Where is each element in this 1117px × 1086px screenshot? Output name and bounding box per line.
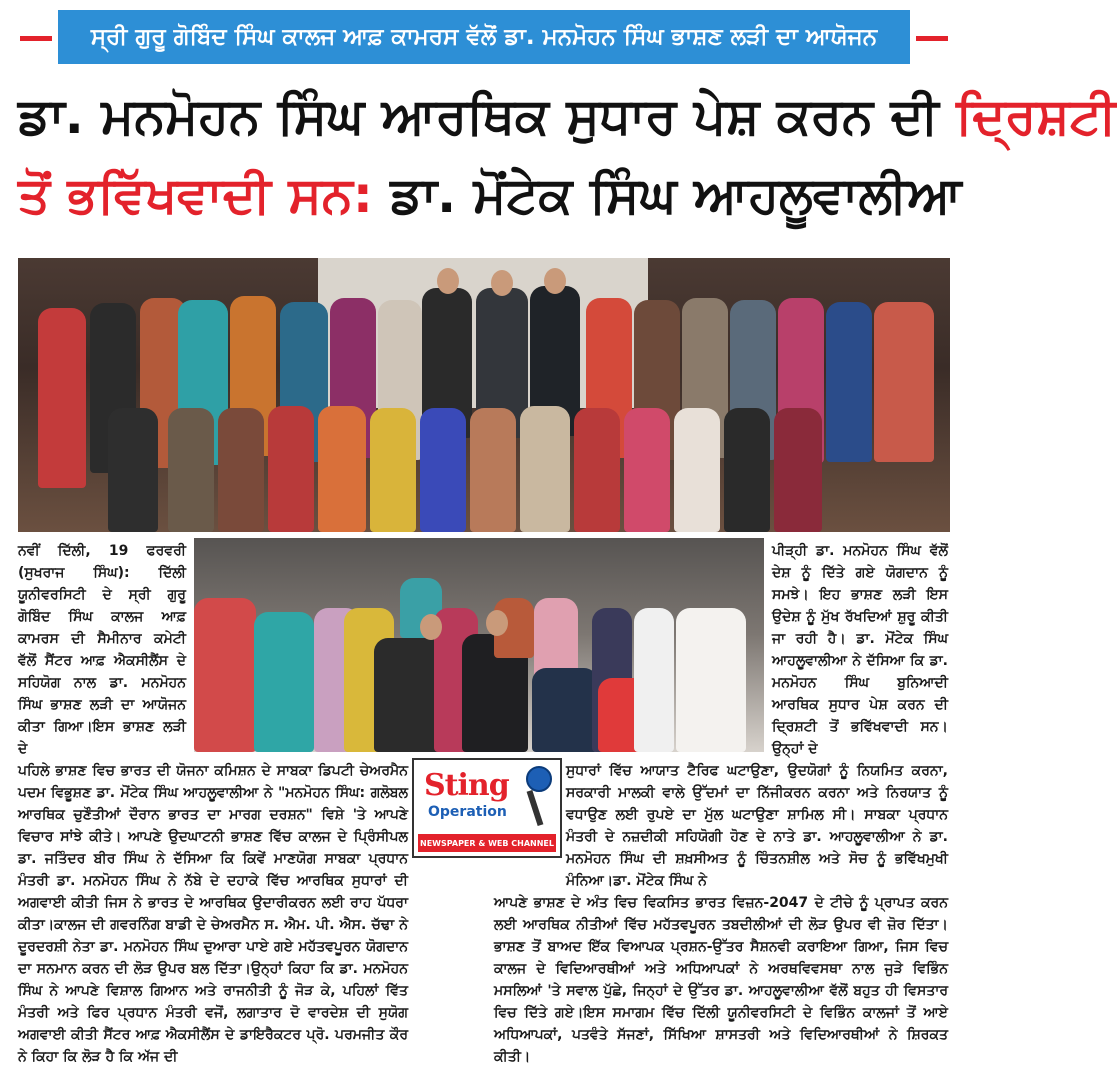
headline-1-black: ਡਾ. ਮਨਮੋਹਨ ਸਿੰਘ ਆਰਥਿਕ ਸੁਧਾਰ ਪੇਸ਼ ਕਰਨ ਦੀ (18, 87, 957, 145)
photo-person (574, 408, 620, 532)
photo-head (491, 270, 513, 296)
photo-person (318, 406, 366, 532)
photo-person (676, 608, 746, 752)
photo-head (544, 268, 566, 294)
photo-person (168, 408, 214, 532)
photo-person (774, 408, 822, 532)
photo-person (370, 408, 416, 532)
headline-1-red: ਦ੍ਰਿਸ਼ਟੀ (956, 87, 1117, 145)
photo-person (874, 302, 934, 462)
photo-person (218, 408, 264, 532)
photo-person (420, 408, 466, 532)
event-photo (194, 538, 764, 752)
article-column-1: ਨਵੀਂ ਦਿੱਲੀ, 19 ਫਰਵਰੀ (ਸੁਖਰਾਜ ਸਿੰਘ): ਦਿੱਲੀ ਯੂਨੀਵਰਸਿਟੀ ਦੇ ਸ੍ਰੀ ਗੁਰੂ ਗੋਬਿੰਦ ਸਿੰਘ ਕਾਲਜ ਆਫ਼ ਕਾਮਰਸ ਦੀ ਸੈਮੀਨਾਰ ਕਮੇਟੀ ਵੱਲੋਂ ਸੈਂਟਰ ਆਫ਼ ਐਕਸੀਲੈਂਸ ਦੇ ਸਹਿਯੋਗ ਨਾਲ ਡਾ. ਮਨਮੋਹਨ ਸਿੰਘ ਭਾਸ਼ਣ ਲੜੀ ਦਾ ਆਯੋਜਨ ਕੀਤਾ ਗਿਆ।ਇਸ ਭਾਸ਼ਣ ਲੜੀ ਦੇ (18, 543, 186, 757)
article-column-5: ਆਪਣੇ ਭਾਸ਼ਣ ਦੇ ਅੰਤ ਵਿਚ ਵਿਕਸਿਤ ਭਾਰਤ ਵਿਜ਼ਨ-2047 ਦੇ ਟੀਚੇ ਨੂੰ ਪ੍ਰਾਪਤ ਕਰਨ ਲਈ ਆਰਥਿਕ ਨੀਤੀਆਂ ਵਿੱਚ ਮਹੱਤਵਪੂਰਨ ਤਬਦੀਲੀਆਂ ਦੀ ਲੋੜ ਉਪਰ ਵੀ ਜ਼ੋਰ ਦਿੱਤਾ।ਭਾਸ਼ਣ ਤੋਂ ਬਾਅਦ ਇੱਕ ਵਿਆਪਕ ਪ੍ਰਸ਼ਨ-ਉੱਤਰ ਸੈਸ਼ਨਵੀ ਕਰਾਇਆ ਗਿਆ, ਜਿਸ ਵਿਚ ਕਾਲਜ ਦੇ ਵਿਦਿਆਰਥੀਆਂ ਅਤੇ ਅਧਿਆਪਕਾਂ ਨੇ ਅਰਥਵਿਵਸਥਾ ਨਾਲ ਜੁੜੇ ਵਿਭਿੰਨ ਮਸਲਿਆਂ 'ਤੇ ਸਵਾਲ ਪੁੱਛੇ, ਜਿਨ੍ਹਾਂ ਦੇ ਉੱਤਰ ਡਾ. ਆਹਲੂਵਾਲੀਆ ਵੱਲੋਂ ਬਹੁਤ ਹੀ ਵਿਸਤਾਰ ਵਿਚ ਦਿੱਤੇ ਗਏ।ਇਸ ਸਮਾਗਮ ਵਿੱਚ ਦਿੱਲੀ ਯੂਨੀਵਰਸਿਟੀ ਦੇ ਵਿਭਿੰਨ ਕਾਲਜਾਂ ਤੋਂ ਆਏ ਅਧਿਆਪਕਾਂ, ਪਤਵੰਤੇ ਸੱਜਣਾਂ, ਸਿੱਖਿਆ ਸ਼ਾਸਤਰੀ ਅਤੇ ਵਿਦਿਆਰਥੀਆਂ ਨੇ ਸ਼ਿਰਕਤ ਕੀਤੀ। (494, 895, 948, 1065)
photo-person (194, 598, 256, 752)
photo-head (420, 614, 442, 640)
photo-person (108, 408, 158, 532)
article-column-3: ਪਹਿਲੇ ਭਾਸ਼ਣ ਵਿਚ ਭਾਰਤ ਦੀ ਯੋਜਨਾ ਕਮਿਸ਼ਨ ਦੇ ਸਾਬਕਾ ਡਿਪਟੀ ਚੇਅਰਮੈਨ ਪਦਮ ਵਿਭੂਸ਼ਣ ਡਾ. ਮੋਂਟੇਕ ਸਿੰਘ ਆਹਲੂਵਾਲੀਆ ਨੇ "ਮਨਮੋਹਨ ਸਿੰਘ: ਗਲੋਬਲ ਆਰਥਿਕ ਚੁਣੌਤੀਆਂ ਦੌਰਾਨ ਭਾਰਤ ਦਾ ਮਾਰਗ ਦਰਸ਼ਨ" ਵਿਸ਼ੇ 'ਤੇ ਆਪਣੇ ਵਿਚਾਰ ਸਾਂਝੇ ਕੀਤੇ। ਆਪਣੇ ਉਦਘਾਟਨੀ ਭਾਸ਼ਣ ਵਿੱਚ ਕਾਲਜ ਦੇ ਪ੍ਰਿੰਸੀਪਲ ਡਾ. ਜਤਿੰਦਰ ਬੀਰ ਸਿੰਘ ਨੇ ਦੱਸਿਆ ਕਿ ਕਿਵੇਂ ਮਾਣਯੋਗ ਸਾਬਕਾ ਪ੍ਰਧਾਨ ਮੰਤਰੀ ਡਾ. ਮਨਮੋਹਨ ਸਿੰਘ ਨੇ ਨੱਬੇ ਦੇ ਦਹਾਕੇ ਵਿੱਚ ਆਰਥਿਕ ਸੁਧਾਰਾਂ ਦੀ ਅਗਵਾਈ ਕੀਤੀ ਜਿਸ ਨੇ ਭਾਰਤ ਦੇ ਆਰਥਿਕ ਉਦਾਰੀਕਰਨ ਲਈ ਰਾਹ ਪੱਧਰਾ ਕੀਤਾ।ਕਾਲਜ ਦੀ ਗਵਰਨਿੰਗ ਬਾਡੀ ਦੇ ਚੇਅਰਮੈਨ ਸ. ਐਮ. ਪੀ. ਐਸ. ਚੱਢਾ ਨੇ ਦੂਰਦਰਸ਼ੀ ਨੇਤਾ ਡਾ. ਮਨਮੋਹਨ ਸਿੰਘ ਦੁਆਰਾ ਪਾਏ ਗਏ ਮਹੱਤਵਪੂਰਨ ਯੋਗਦਾਨ ਦਾ ਸਨਮਾਨ ਕਰਨ ਦੀ ਲੋੜ ਉਪਰ ਬਲ ਦਿੱਤਾ।ਉਨ੍ਹਾਂ ਕਿਹਾ ਕਿ ਡਾ. ਮਨਮੋਹਨ ਸਿੰਘ ਨੇ ਆਪਣੇ ਵਿਸ਼ਾਲ ਗਿਆਨ ਅਤੇ ਰਾਜਨੀਤੀ ਨੂੰ ਜੋੜ ਕੇ, ਪਹਿਲਾਂ ਵਿੱਤ ਮੰਤਰੀ ਅਤੇ ਫਿਰ ਪ੍ਰਧਾਨ ਮੰਤਰੀ ਵਜੋਂ, ਲਗਾਤਾਰ ਦੋ ਵਾਰਦੇਸ਼ ਦੀ ਸੁਯੋਗ ਅਗਵਾਈ ਕੀਤੀ ਸੈਂਟਰ ਆਫ਼ ਐਕਸੀਲੈਂਸ ਦੇ ਡਾਇਰੈਕਟਰ ਪ੍ਰੋ. ਪਰਮਜੀਤ ਕੌਰ ਨੇ ਕਿਹਾ ਕਿ ਲੋੜ ਹੈ ਕਿ ਅੱਜ ਦੀ (18, 763, 408, 1065)
logo-band: NEWSPAPER & WEB CHANNEL (418, 834, 556, 852)
kicker-rule-right (916, 36, 948, 41)
headline-2-black: ਡਾ. ਮੋਂਟੇਕ ਸਿੰਘ ਆਹਲੂਵਾਲੀਆ (372, 166, 962, 224)
headline-2-red: ਤੋਂ ਭਵਿੱਖਵਾਦੀ ਸਨ: (18, 166, 373, 224)
photo-person (268, 406, 314, 532)
logo-sub: Operation (428, 804, 507, 820)
headline-line-1 (18, 86, 1117, 146)
photo-person (624, 408, 670, 532)
kicker-rule-left (20, 36, 52, 41)
sting-operation-logo (412, 758, 562, 858)
photo-head (437, 268, 459, 294)
article-column-4: ਸੁਧਾਰਾਂ ਵਿੱਚ ਆਯਾਤ ਟੈਰਿਫ ਘਟਾਉਣਾ, ਉਦਯੋਗਾਂ ਨੂੰ ਨਿਯਮਿਤ ਕਰਨਾ, ਸਰਕਾਰੀ ਮਾਲਕੀ ਵਾਲੇ ਉੱਦਮਾਂ ਦਾ ਨਿੱਜੀਕਰਨ ਕਰਨਾ ਅਤੇ ਨਿਰਯਾਤ ਨੂੰ ਵਧਾਉਣ ਲਈ ਰੁਪਏ ਦਾ ਮੁੱਲ ਘਟਾਉਣਾ ਸ਼ਾਮਿਲ ਸੀ। ਸਾਬਕਾ ਪ੍ਰਧਾਨ ਮੰਤਰੀ ਦੇ ਨਜ਼ਦੀਕੀ ਸਹਿਯੋਗੀ ਹੋਣ ਦੇ ਨਾਤੇ ਡਾ. ਆਹਲੂਵਾਲੀਆ ਨੇ ਡਾ. ਮਨਮੋਹਨ ਸਿੰਘ ਦੀ ਸ਼ਖ਼ਸੀਅਤ ਨੂੰ ਚਿੰਤਨਸ਼ੀਲ ਅਤੇ ਸੋਚ ਨੂੰ ਭਵਿੱਖਮੁਖੀ ਮੰਨਿਆ।ਡਾ. ਮੋਂਟੇਕ ਸਿੰਘ ਨੇ (566, 763, 948, 889)
kicker-title: ਸ੍ਰੀ ਗੁਰੂ ਗੋਬਿੰਦ ਸਿੰਘ ਕਾਲਜ ਆਫ਼ ਕਾਮਰਸ ਵੱਲੋਂ ਡਾ. ਮਨਮੋਹਨ ਸਿੰਘ ਭਾਸ਼ਣ ਲੜੀ ਦਾ ਆਯੋਜਨ (58, 10, 910, 64)
photo-person (254, 612, 314, 752)
photo-person (724, 408, 770, 532)
microphone-stem-icon (527, 790, 544, 826)
photo-person (470, 408, 516, 532)
photo-person (674, 408, 720, 532)
photo-person (634, 608, 674, 752)
photo-person (532, 668, 598, 752)
logo-brand: Sting (424, 768, 509, 803)
microphone-icon (526, 766, 552, 792)
kicker-bar (0, 10, 968, 64)
article-column-2: ਪੀੜ੍ਹੀ ਡਾ. ਮਨਮੋਹਨ ਸਿੰਘ ਵੱਲੋਂ ਦੇਸ਼ ਨੂੰ ਦਿੱਤੇ ਗਏ ਯੋਗਦਾਨ ਨੂੰ ਸਮਝੇ। ਇਹ ਭਾਸ਼ਣ ਲੜੀ ਇਸ ਉਦੇਸ਼ ਨੂੰ ਮੁੱਖ ਰੱਖਦਿਆਂ ਸ਼ੁਰੂ ਕੀਤੀ ਜਾ ਰਹੀ ਹੈ। ਡਾ. ਮੋਂਟੇਕ ਸਿੰਘ ਆਹਲੂਵਾਲੀਆ ਨੇ ਦੱਸਿਆ ਕਿ ਡਾ. ਮਨਮੋਹਨ ਸਿੰਘ ਬੁਨਿਆਦੀ ਆਰਥਿਕ ਸੁਧਾਰ ਪੇਸ਼ ਕਰਨ ਦੀ ਦ੍ਰਿਸ਼ਟੀ ਤੋਂ ਭਵਿੱਖਵਾਦੀ ਸਨ।ਉਨ੍ਹਾਂ ਦੇ (772, 543, 948, 757)
photo-person (826, 302, 872, 462)
photo-person (520, 406, 570, 532)
group-photo (18, 258, 950, 532)
photo-head (486, 610, 508, 636)
headline-line-2 (18, 165, 962, 225)
photo-person (38, 308, 86, 488)
